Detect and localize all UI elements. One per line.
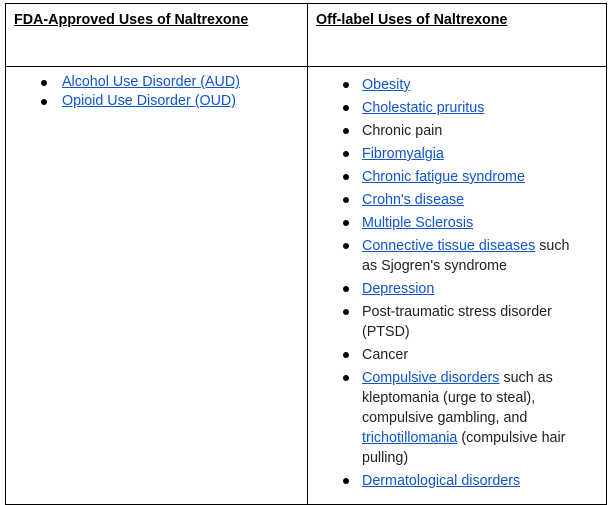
- body-row: [6, 67, 607, 505]
- list-item: [362, 167, 586, 187]
- item-link[interactable]: Compulsive disorders: [362, 370, 500, 386]
- off-label-list: [308, 67, 606, 504]
- off-label-cell: [308, 67, 607, 505]
- naltrexone-uses-table: [5, 3, 607, 505]
- fda-approved-list: [6, 67, 307, 111]
- item-link[interactable]: Crohn's disease: [362, 192, 465, 208]
- list-item: [362, 302, 586, 342]
- list-item: [362, 279, 586, 299]
- item-link[interactable]: trichotillomania: [362, 430, 458, 446]
- list-item: [362, 98, 586, 118]
- item-text: such as Sjogren's syndrome: [362, 238, 570, 274]
- list-item: [362, 121, 586, 141]
- header-cell-fda: [6, 4, 308, 67]
- fda-approved-cell: [6, 67, 308, 505]
- list-item: [362, 368, 586, 468]
- item-link[interactable]: Connective tissue diseases: [362, 238, 536, 254]
- item-link[interactable]: Chronic fatigue syndrome: [362, 169, 525, 185]
- item-link[interactable]: Obesity: [362, 77, 411, 93]
- header-off-label: Off-label Uses of Naltrexone: [316, 12, 508, 28]
- item-link[interactable]: Multiple Sclerosis: [362, 215, 474, 231]
- item-link[interactable]: Cholestatic pruritus: [362, 100, 485, 116]
- list-item: [362, 75, 586, 95]
- item-text: (compulsive hair pulling): [362, 430, 566, 466]
- item-link[interactable]: Fibromyalgia: [362, 146, 444, 162]
- list-item: [362, 213, 586, 233]
- item-text: Cancer: [362, 347, 409, 363]
- list-item: [62, 92, 307, 111]
- list-item: [362, 236, 586, 276]
- list-item: [362, 471, 586, 491]
- item-text: such as kleptomania (urge to steal), compulsive gambling, and: [362, 370, 553, 426]
- item-link[interactable]: Depression: [362, 281, 435, 297]
- item-link[interactable]: Dermatological disorders: [362, 473, 521, 489]
- list-item: [362, 144, 586, 164]
- item-text: Chronic pain: [362, 123, 443, 139]
- list-item: [362, 345, 586, 365]
- item-link[interactable]: Opioid Use Disorder (OUD): [62, 93, 236, 109]
- list-item: [362, 190, 586, 210]
- item-link[interactable]: Alcohol Use Disorder (AUD): [62, 74, 240, 90]
- header-fda-approved: FDA-Approved Uses of Naltrexone: [14, 12, 249, 28]
- header-cell-off-label: [308, 4, 607, 67]
- header-row: [6, 4, 607, 67]
- item-text: Post-traumatic stress disorder (PTSD): [362, 304, 552, 340]
- list-item: [62, 73, 307, 92]
